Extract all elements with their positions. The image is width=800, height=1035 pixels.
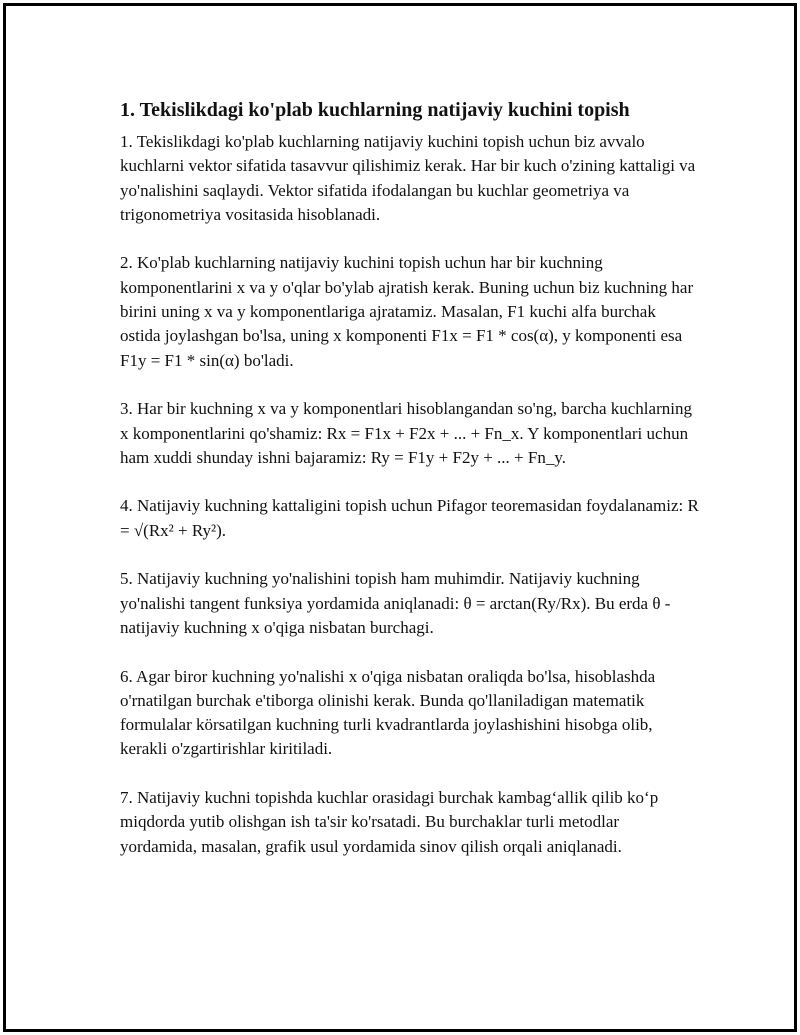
paragraph-4: 4. Natijaviy kuchning kattaligini topish uchun Pifagor teoremasidan foydalanamiz: R = √(Rx² + Ry²). xyxy=(120,496,699,540)
paragraph-1: 1. Tekislikdagi ko'plab kuchlarning natijaviy kuchini topish uchun biz avvalo kuchlarni vektor sifatida tasavvur qilishimiz kerak. Har bir kuch o'zining kattaligi va yo'nalishini saqlaydi. Vektor sifatida ifodalangan bu kuchlar geometriya va trigonometriya vositasida hisoblanadi. xyxy=(120,132,696,224)
paragraph-7: 7. Natijaviy kuchni topishda kuchlar orasidagi burchak kambag‘allik qilib ko‘p miqdorda yutib olishgan ish ta'sir ko'rsatadi. Bu burchaklar turli metodlar yordamida, masalan, grafik usul yordamida sinov qilish orqali aniqlanadi. xyxy=(120,788,659,856)
paragraph-6: 6. Agar biror kuchning yo'nalishi x o'qiga nisbatan oraliqda bo'lsa, hisoblashda o'rnatilgan burchak e'tiborga olinishi kerak. Bunda qo'llaniladigan matematik formulalar körsatilgan kuchning turli kvadrantlarda joylashishini hisobga olib, kerakli o'zgartirishlar kiritiladi. xyxy=(120,666,656,759)
document-body xyxy=(120,96,700,883)
paragraph-2: 2. Ko'plab kuchlarning natijaviy kuchini topish uchun har bir kuchning komponentlarini x va y o'qlar bo'ylab ajratish kerak. Buning uchun biz kuchning har birini uning x va y komponentlariga ajratamiz. Masalan, F1 kuchi alfa burchak ostida joylashgan bo'lsa, uning x komponenti F1x = F1 * cos(α), y komponenti esa F1y = F1 * sin(α) bo'ladi. xyxy=(120,253,694,370)
page-frame xyxy=(3,3,797,1032)
paragraph-5: 5. Natijaviy kuchning yo'nalishini topish ham muhimdir. Natijaviy kuchning yo'nalishi tangent funksiya yordamida aniqlanadi: θ = arctan(Ry/Rx). Bu erda θ - natijaviy kuchning x o'qiga nisbatan burchagi. xyxy=(120,569,671,637)
paragraph-3: 3. Har bir kuchning x va y komponentlari hisoblangandan so'ng, barcha kuchlarning x komponentlarini qo'shamiz: Rx = F1x + F2x + ... + Fn_x. Y komponentlari uchun ham xuddi shunday ishni bajaramiz: Ry = F1y + F2y + ... + Fn_y. xyxy=(120,399,692,467)
document-title: 1. Tekislikdagi ko'plab kuchlarning natijaviy kuchini topish xyxy=(120,99,630,121)
